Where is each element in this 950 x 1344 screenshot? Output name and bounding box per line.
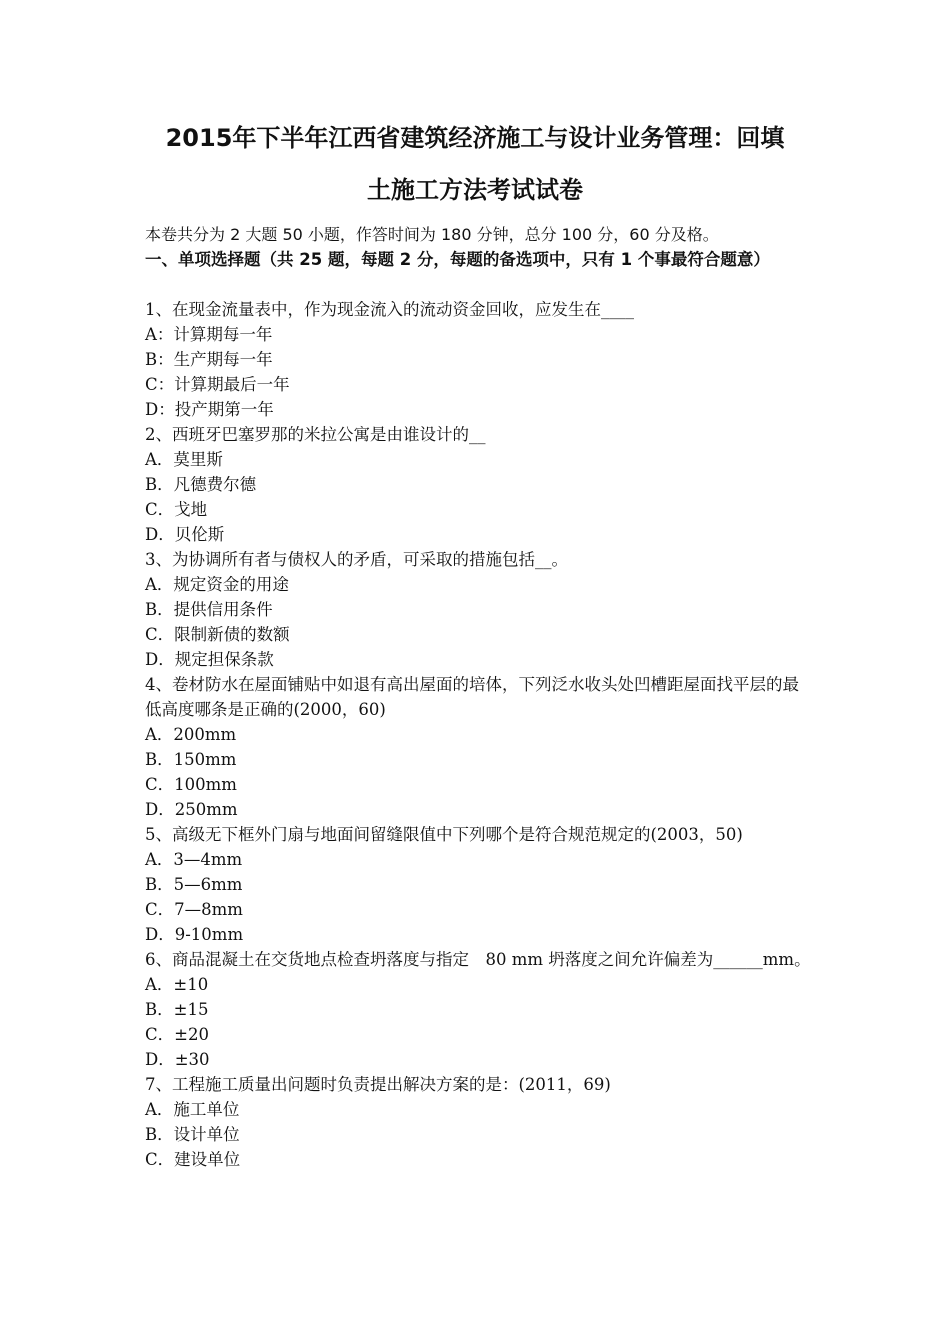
option-item: D．9-10mm xyxy=(145,925,244,944)
document-title-line-2: 土施工方法考试试卷 xyxy=(367,176,583,204)
option-item: A：计算期每一年 xyxy=(145,325,273,344)
option-item: B．提供信用条件 xyxy=(145,600,273,619)
option-item: D．贝伦斯 xyxy=(145,525,225,544)
question-list xyxy=(145,297,813,1172)
option-item: D．规定担保条款 xyxy=(145,650,274,669)
option-item: B．设计单位 xyxy=(145,1125,240,1144)
option-item: A．3—4mm xyxy=(145,850,243,869)
option-item: A．±10 xyxy=(145,975,209,994)
option-item: C．建设单位 xyxy=(145,1150,241,1169)
document-title-line-1: 2015年下半年江西省建筑经济施工与设计业务管理：回填 xyxy=(165,124,785,152)
option-item: C．7—8mm xyxy=(145,900,243,919)
option-item: D．±30 xyxy=(145,1050,210,1069)
option-item: B．凡德费尔德 xyxy=(145,475,257,494)
question-text: 3、为协调所有者与债权人的矛盾，可采取的措施包括__。 xyxy=(145,550,568,569)
option-item: B．150mm xyxy=(145,750,237,769)
option-item: B．±15 xyxy=(145,1000,209,1019)
option-item: A．莫里斯 xyxy=(145,450,223,469)
question-text: 2、西班牙巴塞罗那的米拉公寓是由谁设计的__ xyxy=(145,425,486,444)
option-item: C．戈地 xyxy=(145,500,208,519)
option-item: A．规定资金的用途 xyxy=(145,575,289,594)
option-item: D．250mm xyxy=(145,800,238,819)
section-heading: 一、单项选择题（共 25 题，每题 2 分，每题的备选项中，只有 1 个事最符合题意） xyxy=(145,250,770,269)
question-text: 5、高级无下框外门扇与地面间留缝限值中下列哪个是符合规范规定的(2003，50) xyxy=(145,825,743,844)
question-text: 4、卷材防水在屋面铺贴中如退有高出屋面的培体，下列泛水收头处凹槽距屋面找平层的最低高度哪条是正确的(2000，60) xyxy=(145,675,799,719)
option-item: C．100mm xyxy=(145,775,237,794)
option-item: B：生产期每一年 xyxy=(145,350,273,369)
option-item: B．5—6mm xyxy=(145,875,243,894)
option-item: A．施工单位 xyxy=(145,1100,240,1119)
option-item: C．±20 xyxy=(145,1025,209,1044)
option-item: A．200mm xyxy=(145,725,237,744)
option-item: C．限制新债的数额 xyxy=(145,625,290,644)
question-text: 7、工程施工质量出问题时负责提出解决方案的是：(2011，69) xyxy=(145,1075,611,1094)
option-item: D：投产期第一年 xyxy=(145,400,274,419)
question-text: 6、商品混凝土在交货地点检查坍落度与指定 80 mm 坍落度之间允许偏差为______mm。 xyxy=(145,950,811,969)
question-text: 1、在现金流量表中，作为现金流入的流动资金回收，应发生在____ xyxy=(145,300,634,319)
exam-intro: 本卷共分为 2 大题 50 小题，作答时间为 180 分钟，总分 100 分，60 分及格。 xyxy=(145,225,719,244)
option-item: C：计算期最后一年 xyxy=(145,375,290,394)
